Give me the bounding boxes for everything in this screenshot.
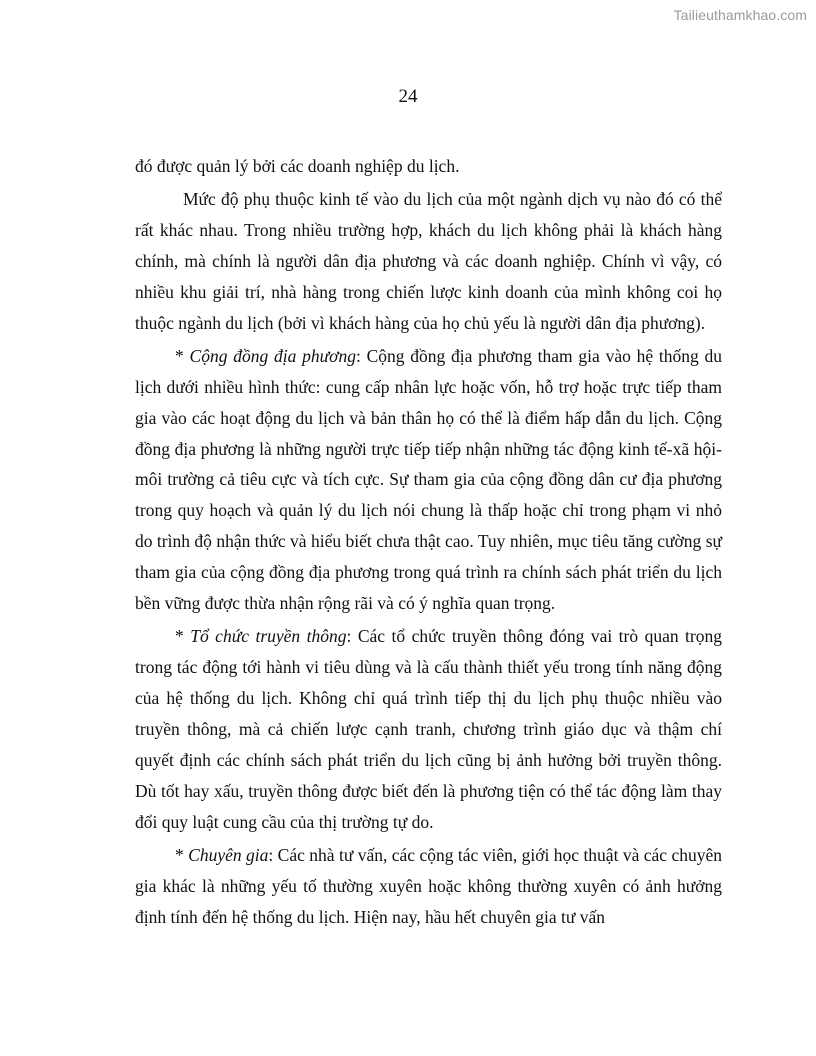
page-number: 24 bbox=[398, 86, 418, 107]
watermark-text: Tailieuthamkhao.com bbox=[673, 7, 807, 23]
paragraph-media-organizations bbox=[135, 621, 722, 837]
paragraph-text: : Các tổ chức truyền thông đóng vai trò quan trọng trong tác động tới hành vi tiêu dùng và là cấu thành thiết yếu trong tính năng động của hệ thống du lịch. Không chỉ quá trình tiếp thị du lịch phụ thuộc nhiều vào truyền thông, mà cả chiến lược cạnh tranh, chương trình giáo dục và thậm chí quyết định các chính sách phát triển du lịch cũng bị ảnh hưởng bởi truyền thông. Dù tốt hay xấu, truyền thông được biết đến là phương tiện có thể tác động làm thay đổi quy luật cung cầu của thị trường tự do. bbox=[135, 626, 722, 832]
paragraph-experts bbox=[135, 840, 722, 933]
section-term-local-community: Cộng đồng địa phương bbox=[189, 345, 356, 366]
paragraph-text: : Các nhà tư vấn, các cộng tác viên, giới học thuật và các chuyên gia khác là những yếu tố thường xuyên hoặc không thường xuyên có ảnh hưởng định tính đến hệ thống du lịch. Hiện nay, hầu hết chuyên gia tư vấn bbox=[135, 844, 723, 927]
bullet-marker: * bbox=[175, 626, 191, 647]
document-body bbox=[135, 151, 722, 935]
paragraph-local-community bbox=[135, 341, 722, 619]
paragraph-continuation: đó được quản lý bởi các doanh nghiệp du lịch. bbox=[135, 156, 460, 176]
section-term-experts: Chuyên gia bbox=[188, 844, 269, 865]
paragraph-economic-dependence: Mức độ phụ thuộc kinh tế vào du lịch của một ngành dịch vụ nào đó có thể rất khác nhau. Trong nhiều trường hợp, khách du lịch không phải là khách hàng chính, mà chính là người dân địa phương và các doanh nghiệp. Chính vì vậy, có nhiều khu giải trí, nhà hàng trong chiến lược kinh doanh của mình không coi họ thuộc ngành du lịch (bởi vì khách hàng của họ chủ yếu là người dân địa phương). bbox=[135, 189, 722, 333]
bullet-marker: * bbox=[175, 345, 190, 366]
paragraph-text: : Cộng đồng địa phương tham gia vào hệ thống du lịch dưới nhiều hình thức: cung cấp nhân lực hoặc vốn, hỗ trợ hoặc trực tiếp tham gia vào các hoạt động du lịch và bản thân họ có thể là điểm hấp dẫn du lịch. Cộng đồng địa phương là những người trực tiếp tiếp nhận những tác động kinh tế-xã hội-môi trường cả tiêu cực và tích cực. Sự tham gia của cộng đồng dân cư địa phương trong quy hoạch và quản lý du lịch nói chung là thấp hoặc chỉ trong phạm vi nhỏ do trình độ nhận thức và hiểu biết chưa thật cao. Tuy nhiên, mục tiêu tăng cường sự tham gia của cộng đồng địa phương trong quá trình ra chính sách phát triển du lịch bền vững được thừa nhận rộng rãi và có ý nghĩa quan trọng. bbox=[135, 345, 723, 614]
bullet-marker: * bbox=[175, 844, 189, 865]
section-term-media-organizations: Tổ chức truyền thông bbox=[190, 626, 347, 647]
